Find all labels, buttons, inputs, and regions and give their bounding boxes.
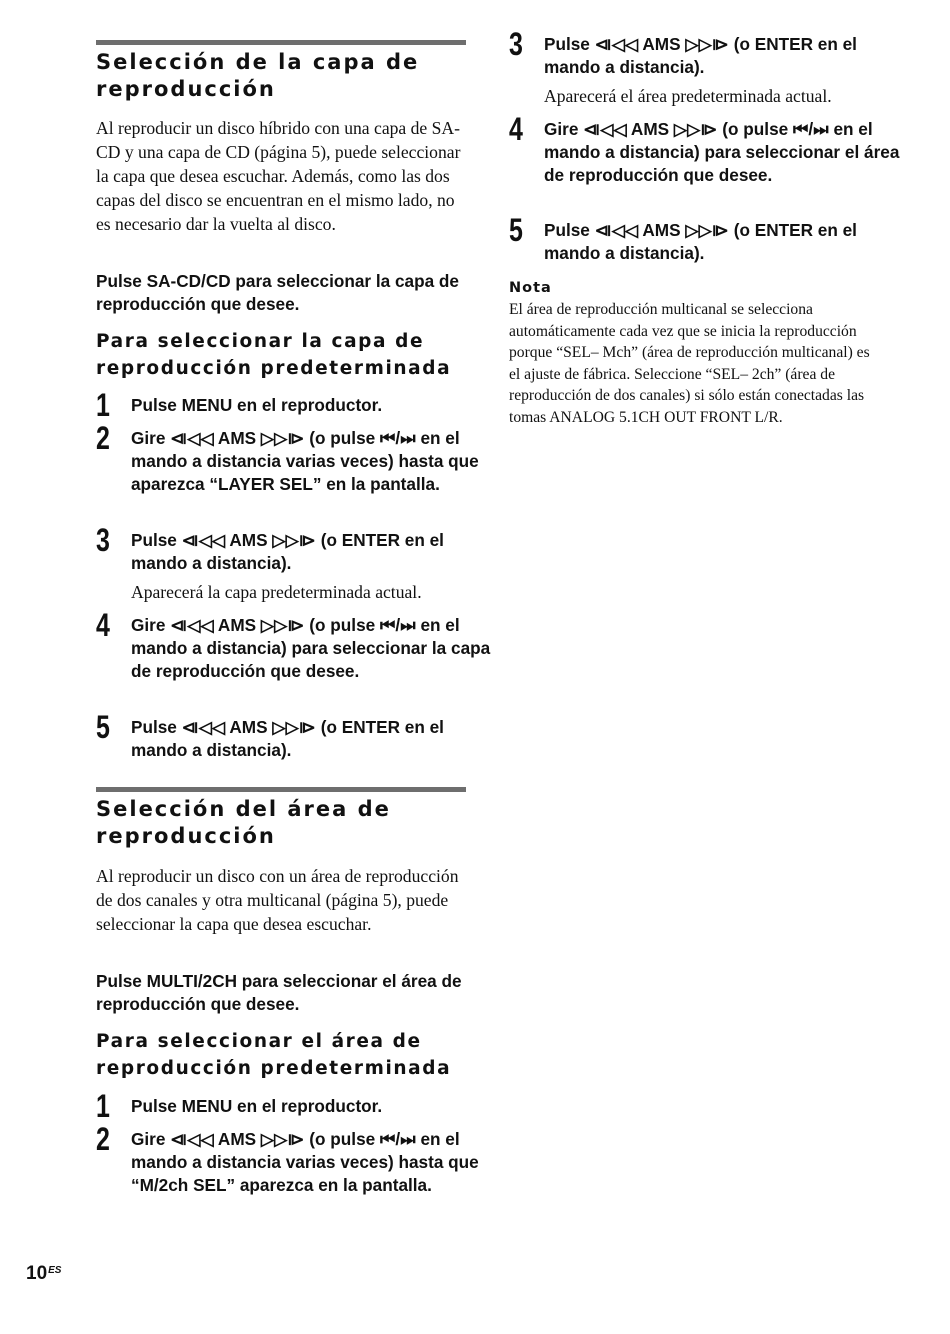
instruction xyxy=(96,270,466,316)
step-result: Aparecerá el área predeterminada actual. xyxy=(544,86,832,106)
step-item xyxy=(96,522,501,604)
step-number: 3 xyxy=(509,26,523,62)
step-item xyxy=(96,1088,501,1124)
step-text: Gire ⧏◁◁ AMS ▷▷⧐ (o pulse ⏮/⏭ en el mando a distancia varias veces) hasta que “M/2ch SEL” aparezca en la pantalla. xyxy=(131,1129,479,1195)
step-item xyxy=(96,709,501,762)
section-title-text: Selección del área de reproducción xyxy=(96,797,391,848)
step-result: Aparecerá la capa predeterminada actual. xyxy=(131,582,422,602)
instruction xyxy=(96,970,466,1016)
instruction-text: Pulse SA-CD/CD para seleccionar la capa de reproducción que desee. xyxy=(96,271,459,314)
note-body xyxy=(509,299,879,429)
step-number: 2 xyxy=(96,420,110,456)
page-language-suffix: ES xyxy=(48,1265,62,1276)
subsection-title-text: Para seleccionar el área de reproducción predeterminada xyxy=(96,1031,452,1079)
step-number: 3 xyxy=(96,522,110,558)
step-number: 2 xyxy=(96,1121,110,1157)
section-title xyxy=(96,43,466,103)
section-title xyxy=(96,790,466,850)
step-text: Pulse MENU en el reproductor. xyxy=(131,395,383,415)
step-text: Gire ⧏◁◁ AMS ▷▷⧐ (o pulse ⏮/⏭ en el mando a distancia varias veces) hasta que aparezca “LAYER SEL” en la pantalla. xyxy=(131,428,479,494)
step-number: 5 xyxy=(96,709,110,745)
step-text: Pulse ⧏◁◁ AMS ▷▷⧐ (o ENTER en el mando a distancia). xyxy=(131,717,444,760)
step-item xyxy=(96,387,501,423)
step-text: Pulse ⧏◁◁ AMS ▷▷⧐ (o ENTER en el mando a distancia). xyxy=(544,34,857,77)
step-number: 4 xyxy=(96,607,110,643)
note-title-text: Nota xyxy=(509,280,552,296)
step-item xyxy=(96,420,501,496)
section-title-text: Selección de la capa de reproducción xyxy=(96,50,420,101)
step-item xyxy=(509,111,914,187)
step-number: 1 xyxy=(96,387,110,423)
section-intro xyxy=(96,864,466,936)
step-number: 4 xyxy=(509,111,523,147)
page-number xyxy=(26,1263,61,1285)
step-text: Gire ⧏◁◁ AMS ▷▷⧐ (o pulse ⏮/⏭ en el mando a distancia) para seleccionar el área de reproducción que desee. xyxy=(544,119,900,185)
step-item xyxy=(96,607,501,683)
step-text: Pulse ⧏◁◁ AMS ▷▷⧐ (o ENTER en el mando a distancia). xyxy=(131,530,444,573)
step-text: Pulse MENU en el reproductor. xyxy=(131,1096,383,1116)
step-text: Pulse ⧏◁◁ AMS ▷▷⧐ (o ENTER en el mando a distancia). xyxy=(544,220,857,263)
subsection-title xyxy=(96,1028,466,1082)
intro-paragraph: Al reproducir un disco con un área de reproducción de dos canales y otra multicanal (página 5), puede seleccionar la capa que desea escuchar. xyxy=(96,866,459,934)
step-item xyxy=(96,1121,501,1197)
step-number: 5 xyxy=(509,212,523,248)
step-item xyxy=(509,212,914,265)
section-intro xyxy=(96,116,466,236)
step-item xyxy=(509,26,914,108)
step-number: 1 xyxy=(96,1088,110,1124)
step-text: Gire ⧏◁◁ AMS ▷▷⧐ (o pulse ⏮/⏭ en el mando a distancia) para seleccionar la capa de reproducción que desee. xyxy=(131,615,491,681)
note-text: El área de reproducción multicanal se selecciona automáticamente cada vez que se inicia la reproducción porque “SEL– Mch” (área de reproducción multicanal) es el ajuste de fábrica. Seleccione “SEL– 2ch” (área de reproducción de dos canales) si sólo están conectadas las tomas ANALOG 5.1CH OUT FRONT L/R. xyxy=(509,301,870,426)
subsection-title-text: Para seleccionar la capa de reproducción predeterminada xyxy=(96,331,452,379)
subsection-title xyxy=(96,328,466,382)
instruction-text: Pulse MULTI/2CH para seleccionar el área de reproducción que desee. xyxy=(96,971,462,1014)
page-number-value: 10 xyxy=(26,1263,48,1284)
intro-paragraph: Al reproducir un disco híbrido con una capa de SA-CD y una capa de CD (página 5), puede seleccionar la capa que desea escuchar. Además, como las dos capas del disco se encuentran en el mismo lado, no es necesario dar la vuelta al disco. xyxy=(96,118,461,234)
note-title xyxy=(509,279,879,297)
